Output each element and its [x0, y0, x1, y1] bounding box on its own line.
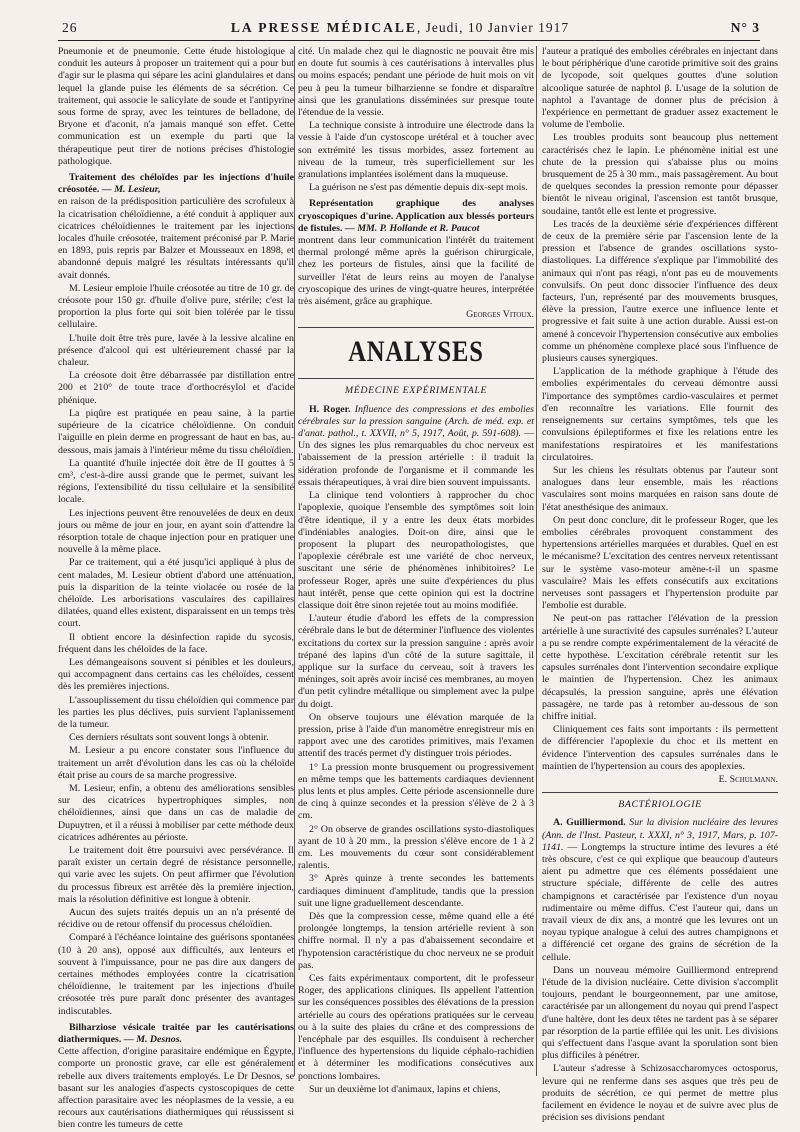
- paragraph: Cette affection, d'origine parasitaire endémique en Égypte, comporte un pronostic grave, car elle est généralement rebelle aux divers traitements employés. Le Dr Desnos, se basant sur les analogies d'aspects cystoscopiques de cette affection parasitaire avec les néoplasmes de la vessie, a eu recours aux cautérisations diathermiques qui réussissent si bien contre les tumeurs de cette: [58, 1046, 294, 1131]
- paragraph: L'auteur s'adresse à Schizosaccharomyces octosporus, levure qui ne renferme dans ses asques que très peu de produits de sécrétion, ce qui permet de mettre plus facilement en évidence le noyau et de suivre avec plus de précision ses divisions pendant: [542, 1063, 778, 1124]
- paragraph: Les troubles produits sont beaucoup plus nettement caractérisés chez le lapin. Le phénomène initial est une chute de la pression qui s'abaisse plus ou moins brusquement de 25 à 30 mm., mais passagèrement. Au bout de quelques secondes la pression remonte pour dépasser bientôt le niveau original, l'ascension est tantôt brusque, soudaine, tantôt elle est lente et progressive.: [542, 132, 778, 217]
- page-header: [40, 18, 760, 38]
- paragraph: Comparé à l'échéance lointaine des guérisons spontanées (10 à 20 ans), opposé aux difficultés, aux lenteurs et souvent à l'impuissance, pour ne pas dire aux dangers de certaines méthodes employées contre la cicatrisation chéloïdienne, le traitement par les injections d'huile créosotée très pure paraît donc présenter des avantages indiscutables.: [58, 932, 294, 1017]
- paragraph: Il obtient encore la désinfection rapide du sycosis, fréquent dans les chéloïdes de la face.: [58, 631, 294, 655]
- entry-reference: (Arch. de méd. exp. et d'anat. pathol., t. XXVII, n° 5, 1917, Août, p. 591-608).: [298, 415, 534, 440]
- paragraph: L'auteur étudie d'abord les effets de la compression cérébrale dans le but de déterminer l'influence des violentes excitations du cortex sur la pression sanguine : après avoir trépané des lapins d'un côté de la suture sagittale, il applique sur la surface du cerveau, soit à travers les méninges, soit après avoir incisé ces membranes, au moyen d'un petit cylindre métallique ou simplement avec la pulpe du doigt.: [298, 613, 534, 710]
- paragraph: Les tracés de la deuxième série d'expériences diffèrent de ceux de la première série par l'ascension lente de la pression et l'absence de grandes oscillations systo-diastoliques. La différence s'explique par l'immobilité des animaux qui n'ont pas réagi, n'ont pas eu de mouvements convulsifs. On peut donc dissocier l'influence des deux facteurs, l'un, représenté par des mouvements brusques, élève la pression, l'autre exerce une influence lente et progressive et fait suite à une action durable. Aussi est-on amené à concevoir l'hypertension consécutive aux embolies comme un phénomène complexe placé sous l'influence de plusieurs causes synergiques.: [542, 218, 778, 365]
- paragraph: Dans un nouveau mémoire Guilliermond entreprend l'étude de la division nucléaire. Cette division s'accomplit toujours, pendant le bourgeonnement, par une amitose, caractérisée par un allongement du noyau qui prend l'aspect d'une haltère, dont les deux têtes ne tardent pas à se séparer par résorption de la partie effilée qui les unit. Les divisions qui s'effectuent dans l'asque avant la sporulation sont bien plus difficiles à pénétrer.: [542, 964, 778, 1062]
- heading-title: Représentation graphique des analyses cryoscopiques d'urine. Application aux blessés porteurs de fistules.: [298, 198, 534, 234]
- paragraph: M. Lesieur a pu encore constater sous l'influence du traitement un arrêt d'évolution dans les cas où la chéloïde était prise au cours de sa marche progressive.: [58, 745, 294, 781]
- header-rule: [58, 40, 760, 41]
- paragraph: Ces derniers résultats sont souvent longs à obtenir.: [69, 732, 269, 744]
- issue-date: Jeudi, 10 Janvier 1917: [425, 20, 570, 35]
- paragraph: Aucun des sujets traités depuis un an n'a présenté de récidive ou de retour offensif du processus chéloïdien.: [58, 907, 294, 931]
- paragraph: cité. Un malade chez qui le diagnostic ne pouvait être mis en doute fut soumis à ces cautérisations à intervalles plus ou moins espacés; pendant une période de huit mois on vit peu à peu la tumeur bilharzienne se fondre et disparaître ainsi que les granulations disséminées sur presque toute l'étendue de la vessie.: [298, 46, 534, 119]
- column-divider: [294, 46, 295, 1076]
- paragraph: La piqûre est pratiquée en peau saine, à la partie supérieure de la cicatrice chéloïdienne. On conduit l'aiguille en plein derme en progressant de haut en bas, au-dessous, mais jamais à l'intérieur même du tissu chéloïdien.: [58, 407, 294, 456]
- analysis-entry: [542, 817, 778, 963]
- section-heading: MÉDECINE EXPÉRIMENTALE: [344, 385, 488, 397]
- article-heading: [58, 1022, 294, 1046]
- paragraph: Les injections peuvent être renouvelées de deux en deux jours ou même de jour en jour, en ayant soin d'attendre la résorption totale de chaque injection pour en pratiquer une nouvelle à la même place.: [58, 507, 294, 556]
- entry-title: Influence des compressions et des embolies cérébrales sur la pression sanguine: [298, 403, 535, 427]
- heading-author: — MM. P. Hollande et R. Paucot: [344, 222, 480, 234]
- paragraph: Cliniquement ces faits sont importants : ils permettent de différencier l'apoplexie du choc et ils mettent en évidence l'intervention des capsules surrénales dans le maintien de l'hypertension au cours des apoplexies.: [542, 724, 778, 772]
- entry-author: A. Guilliermond.: [553, 817, 626, 829]
- column-1: [58, 46, 294, 1131]
- paragraph: Sur les chiens les résultats obtenus par l'auteur sont analogues dans leur ensemble, mais les réactions vasculaires sont moins marquées en raison sans doute de l'état anesthésique des animaux.: [542, 464, 778, 513]
- section-heading: BACTÉRIOLOGIE: [618, 799, 702, 811]
- paragraph: Le traitement doit être poursuivi avec persévérance. Il paraît exister un certain degré de résistance personnelle, qui varie avec les sujets. On peut affirmer que l'évolution du processus fibreux est arrêtée dès la première injection, mais la résolution définitive est longue à obtenir.: [58, 845, 294, 905]
- paragraph: 2° On observe de grandes oscillations systo-diastoliques ayant de 10 à 20 mm., la pression s'élève encore de 1 à 2 cm. Les mouvements du cœur sont considérablement ralentis.: [298, 823, 534, 872]
- entry-title: Sur la division nucléaire des levures: [629, 817, 779, 829]
- paragraph: On peut donc conclure, dit le professeur Roger, que les embolies cérébrales provoquent constamment des hypertensions artérielles marquées et durables. Quel en est le mécanisme? L'excitation des centres nerveux retentissant sur le système vaso-moteur amène-t-il un spasme vasculaire? Mais les effets consécutifs aux excitations nerveuses sont passagers et l'hypertension produite par l'embolie est durable.: [542, 514, 778, 612]
- column-2: [298, 46, 535, 1095]
- signature: Georges Vitoux.: [466, 309, 534, 321]
- paragraph: 3° Après quinze à trente secondes les battements cardiaques diminuent d'amplitude, tandis que la pression suit une ligne graduellement descendante.: [298, 873, 534, 909]
- column-3: [542, 46, 779, 1124]
- column-divider: [536, 46, 537, 1076]
- heading-author: — M. Desnos.: [123, 1034, 183, 1046]
- paragraph: M. Lesieur, enfin, a obtenu des améliorations sensibles sur des cicatrices hypertrophiques simples, non chéloïdiennes, ainsi que dans un cas de maladie de Dupuytren, et il a réussi à mobiliser par cette méthode deux cicatrices adhérentes au périoste.: [58, 782, 294, 843]
- journal-title: LA PRESSE MÉDICALE: [230, 20, 417, 35]
- paragraph: Ne peut-on pas rattacher l'élévation de la pression artérielle à une suractivité des capsules surrénales? L'auteur a pu se rendre compte expérimentalement de la véracité de cette hypothèse. L'excitation cérébrale retentit sur les capsules surrénales dont l'intervention secondaire explique le maintien de l'hypertension. Chez les animaux décapsulés, la pression sanguine, après une élévation passagère, ne tarde pas à retomber au-dessous de son chiffre initial.: [542, 613, 778, 722]
- paragraph: La quantité d'huile injectée doit être de II gouttes à 5 cm³, c'est-à-dire aussi grande que le permet, suivant les régions, l'extensibilité du tissu cellulaire et la sensibilité locale.: [58, 457, 294, 506]
- paragraph: On observe toujours une élévation marquée de la pression, prise à l'aide d'un manomètre enregistreur mis en rapport avec une des carotides primitives, mais l'examen attentif des tracés permet d'y distinguer trois périodes.: [298, 711, 534, 760]
- paragraph: montrent dans leur communication l'intérêt du traitement thermal prolongé même après la guérison chirurgicale, chez les porteurs de fistules, ainsi que la facilité de surveiller l'état de leurs reins au moyen de l'analyse cryoscopique des urines de vingt-quatre heures, interprétée très aisément, grâce au graphique.: [298, 235, 534, 308]
- article-heading: [298, 198, 534, 235]
- masthead: LA PRESSE MÉDICALE, Jeudi, 10 Janvier 1917: [230, 20, 570, 35]
- paragraph: L'assouplissement du tissu chéloïdien qui commence par les parties les plus déclives, puis survient l'aplanissement de la tumeur.: [58, 694, 294, 730]
- paragraph: La clinique tend volontiers à rapprocher du choc l'apoplexie, quoique l'ensemble des symptômes soit loin d'être identique, il y a entre les deux états morbides d'indéniables analogies. Doit-on dire, ainsi que le proposent la plupart des neuropathologistes, que l'apoplexie cérébrale est une variété de choc nerveux, suscitant une série de phénomènes inhibitoires? Le professeur Roger, après une suite d'expériences du plus haut intérêt, pense que cette opinion qui est la doctrine classique doit être sinon rejetée tout au moins modifiée.: [298, 490, 534, 611]
- entry-author: H. Roger.: [309, 403, 351, 415]
- paragraph: La guérison ne s'est pas démentie depuis dix-sept mois.: [309, 182, 528, 194]
- paragraph: La créosote doit être débarrassée par distillation entre 200 et 210° de toute trace d'orthocrésylol et d'acide phénique.: [58, 370, 294, 406]
- paragraph: L'huile doit être très pure, lavée à la lessive alcaline en présence d'alcool qui est ultérieurement chassé par la chaleur.: [58, 332, 294, 369]
- heading-title: Bilharziose vésicale traitée par les cautérisations diathermiques.: [58, 1021, 294, 1046]
- article-heading: [58, 172, 294, 196]
- paragraph: Les démangeaisons souvent si pénibles et les douleurs, qui accompagnent dans certains cas les chéloïdes, cessent dès les premières injections.: [58, 656, 294, 693]
- entry-text: — Un des signes les plus remarquables du choc nerveux est l'abaissement de la pression artérielle : il traduit la sidération profonde de l'organisme et il commande les essais thérapeutiques, à vrai dire bien souvent impuissants.: [298, 428, 535, 488]
- entry-text: — Longtemps la structure intime des levures a été très obscure, c'est ce qui explique que beaucoup d'auteurs aient pu admettre que ces éléments possédaient une structure spéciale, différente de celle des autres champignons et caractérisée par l'existence d'un noyau rudimentaire ou même diffus. C'est l'auteur qui, dans un travail vieux de dix ans, a montré que les levures ont un noyau typique analogue à celui des autres champignons et a différencié cet organe des grains de sécrétion de la cellule.: [542, 841, 778, 963]
- section-rule: [298, 327, 534, 328]
- section-rule: [298, 378, 534, 379]
- paragraph: L'application de la méthode graphique à l'étude des embolies expérimentales du cerveau démontre aussi l'importance des symptômes cardio-vasculaires et permet d'en reconnaître les variations. Elle fournit des renseignements sur certains symptômes, tels que les convulsions épileptiformes et fixe les relations entre les manifestations respiratoires et les manifestations circulatoires.: [542, 366, 778, 463]
- paragraph: Par ce traitement, qui a été jusqu'ici appliqué à plus de cent malades, M. Lesieur obtient d'abord une atténuation, puis la disparition de la teinte violacée ou rosée de la chéloïde. Les arborisations vasculaires des capillaires dilatées, quand elles existent, disparaissent en un temps très court.: [58, 557, 294, 630]
- section-rule: [542, 792, 778, 793]
- paragraph: Dès que la compression cesse, même quand elle a été prolongée longtemps, la tension artérielle revient à son chiffre normal. Il n'y a pas d'abaissement secondaire et l'hypotension caractéristique du choc nerveux ne se produit pas.: [298, 911, 534, 971]
- analyses-title: ANALYSES: [348, 335, 484, 369]
- paragraph: Pneumonie et de pneumonie. Cette étude histologique a conduit les auteurs à proposer un traitement qui a pour but d'agir sur le plasma qui sépare les acini glandulaires et dans lequel la glande puise les éléments de sa sécrétion. Ce traitement, qui associe le salicylate de soude et l'antipyrine sous forme de spray, avec les teintures de belladone, de Bryone et d'aconit, n'a jamais manqué son effet. Cette communication est un exemple du parti que la thérapeutique peut tirer de notions précises d'histologie pathologique.: [58, 46, 294, 167]
- paragraph: M. Lesieur emploie l'huile créosotée au titre de 10 gr. de créosote pour 150 gr. d'huile d'olive pure, stérile; c'est la proportion la plus forte qui soit bien tolérée par le tissu cellulaire.: [58, 282, 294, 331]
- heading-author: — M. Lesieur,: [101, 184, 161, 196]
- paragraph: l'auteur a pratiqué des embolies cérébrales en injectant dans le bout périphérique d'une carotide primitive soit des grains de lycopode, soit quelques gouttes d'une solution alcoolique saturée de naphtol β. L'usage de la solution de naphtol a l'avantage de donner plus de précision à l'expérience en permettant de graduer assez exactement le volume de l'embolie.: [542, 46, 778, 131]
- signature: E. Schulmann.: [718, 773, 778, 785]
- page-number: 26: [62, 20, 78, 35]
- entry-reference: (Ann. de l'Inst. Pasteur, t. XXXI, n° 3, 1917, Mars, p. 107-1141.: [542, 829, 778, 853]
- heading-title: Traitement des chéloïdes par les injections d'huile créosotée.: [58, 172, 294, 196]
- issue-number: N° 3: [730, 20, 760, 35]
- paragraph: 1° La pression monte brusquement ou progressivement en même temps que les battements cardiaques deviennent plus lents et plus amples. Cette période ascensionnelle dure de cinq à quinze secondes et la pression s'élève de 2 à 3 cm.: [298, 761, 534, 822]
- paragraph: en raison de la prédisposition particulière des scrofuleux à la cicatrisation chéloïdienne, a été conduit à appliquer aux cicatrices chéloïdiennes le traitement par les injections locales d'huile créosotée, traitement préconisé par P. Marie en 1893, puis repris par Balzer et Mousseaux en 1898, et abandonné depuis malgré les résultats intéressants qu'il avait donnés.: [58, 196, 294, 281]
- paragraph: Sur un deuxième lot d'animaux, lapins et chiens,: [309, 1083, 501, 1095]
- paragraph: La technique consiste à introduire une électrode dans la vessie à l'aide d'un cystoscope urétéral et à toucher avec son extrémité les tissus morbides, assez fortement au niveau de la tumeur, très superficiellement sur les granulations implantées isolément dans la muqueuse.: [298, 120, 534, 181]
- analysis-entry: [298, 404, 534, 489]
- paragraph: Ces faits expérimentaux comportent, dit le professeur Roger, des applications cliniques. Ils appellent l'attention sur les conséquences possibles des élévations de la pression artérielle au cours des opérations pratiquées sur le cerveau ou à la suite des plaies du crâne et des compressions de l'encéphale par des esquilles. Ils conduisent à rechercher l'influence des hypertensions du liquide céphalo-rachidien et à déterminer les modifications consécutives aux ponctions lombaires.: [298, 973, 534, 1082]
